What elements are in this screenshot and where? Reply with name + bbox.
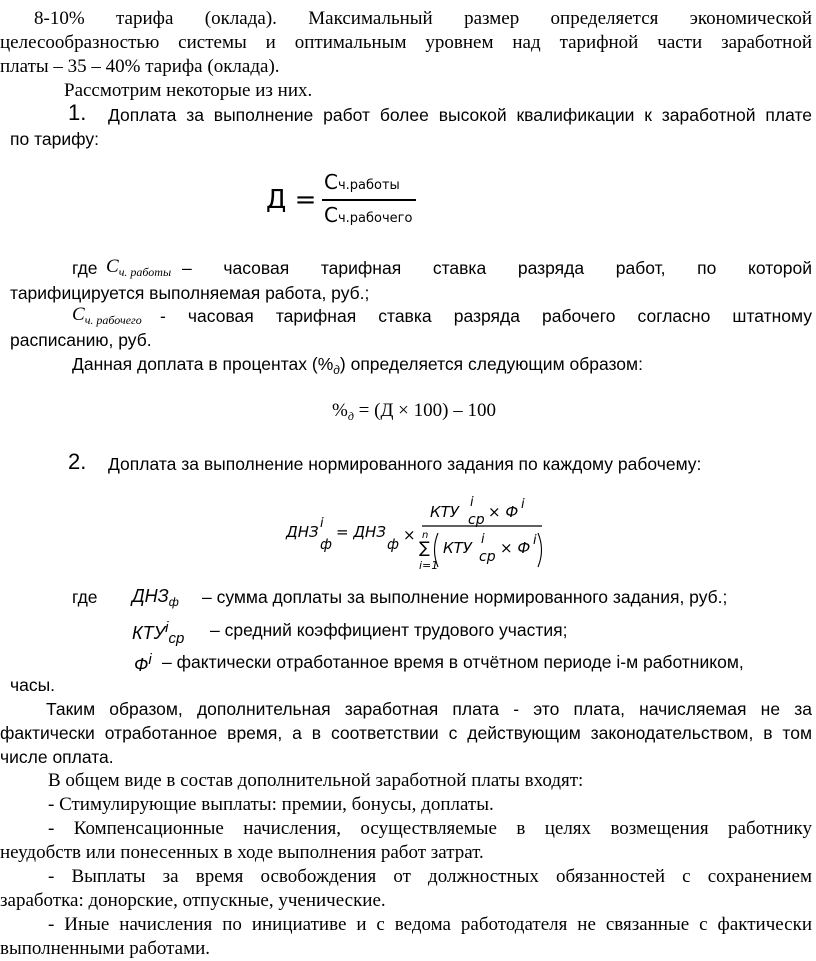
formula-symbol: КТУ [430,503,459,521]
formula-superscript: i [533,533,537,548]
formula-paren-right [538,533,542,567]
symbol-subscript: ч. рабочего [84,313,142,327]
bullet-item: - Выплаты за время освобождения от должностных обязанностей с сохранением [48,866,812,887]
formula-symbol: С [324,203,338,227]
text-line: целесообразностью системы и оптимальным уровнем над тарифной части заработной [0,32,812,53]
text-line: заработка: донорские, отпускные, ученические. [0,890,386,911]
text-line: Рассмотрим некоторые из них. [64,80,313,101]
formula-symbol: С [324,170,338,194]
formula-subscript: ч.рабочего [337,211,413,226]
symbol: ДНЗ [132,586,169,606]
formula-symbol [132,585,179,613]
formula-superscript: i [481,532,485,547]
formula-subscript: ч.работы [337,178,400,193]
formula-superscript: i [521,497,525,512]
text-line: – часовая тарифная ставка разряда работ, по которой [182,258,812,278]
formula-symbol [134,649,152,676]
formula-numerator [324,170,400,194]
bullet-item: - Компенсационные начисления, осуществляемые в целях возмещения работнику [48,818,812,839]
formula-superscript: i [320,516,324,531]
text-span: ) определяется следующим образом: [339,354,643,374]
formula-symbol: × Ф [488,503,519,521]
text-line: тарифицируется выполняемая работа, руб.; [10,283,370,303]
formula-lhs: Д = [266,185,317,215]
formula-symbol: ДНЗ [286,523,319,541]
text-line: фактически отработанное время, а в соответствии с действующим законодательством, в том [0,723,812,743]
text-where: где [72,587,98,607]
formula-subscript: ф [387,537,399,553]
symbol-subscript: ч. работы [118,265,172,279]
formula-rhs: = (Д × 100) – 100 [353,400,496,421]
symbol-subscript: ср [168,630,185,647]
symbol-superscript: i [165,619,169,636]
formula-superscript: i [470,495,474,510]
text-line: – фактически отработанное время в отчётном периоде i-м работником, [162,652,744,672]
text-where: где [72,258,98,278]
formula-operator: × [403,526,416,544]
formula-symbol [132,617,184,650]
formula-symbol: = ДНЗ [336,523,386,541]
list-number: 2. [68,449,87,474]
text-line [72,353,643,381]
fraction-bar [322,199,416,201]
text-line: В общем виде в состав дополнительной заработной платы входят: [48,770,584,791]
text-line: Доплата за выполнение работ более высокой квалификации к заработной плате [108,105,812,125]
text-line: выполненными работами. [0,938,211,959]
list-number: 1. [68,100,87,125]
text-line: – сумма доплаты за выполнение нормированного задания, руб.; [202,587,728,607]
symbol-subscript: ф [168,595,179,609]
formula-sum-sign: ∑ [419,538,430,557]
text-line: расписанию, руб. [10,330,152,350]
formula-percent [332,400,496,427]
text-subscript: д [333,363,340,377]
formula-subscript: ф [320,537,332,553]
symbol: КТУ [132,623,166,643]
bullet-item: - Стимулирующие выплаты: премии, бонусы, доплаты. [48,794,494,815]
text-line: Доплата за выполнение нормированного задания по каждому рабочему: [108,454,702,474]
formula-symbol [106,256,171,283]
text-span: Данная доплата в процентах (% [72,354,334,374]
symbol-superscript: i [148,651,152,668]
text-line: - часовая тарифная ставка разряда рабочего согласно штатному [160,306,812,326]
symbol: С [72,304,85,325]
formula-symbol [72,304,142,331]
text-line: неудобств или понесенных в ходе выполнения работ затрат. [0,842,484,863]
text-line: платы – 35 – 40% тарифа (оклада). [0,56,280,77]
formula-symbol: % [332,400,348,421]
formula-bonus [280,495,550,579]
text-line: 8-10% тарифа (оклада). Максимальный размер определяется экономической [34,8,812,29]
formula-subscript: д [347,409,354,423]
text-line: числе оплата. [0,747,114,767]
text-line: Таким образом, дополнительная заработная плата - это плата, начисляемая не за [46,699,812,719]
formula-subscript: ср [479,549,496,565]
formula-denominator [324,203,412,227]
formula-symbol: × Ф [500,539,531,557]
formula-sum-top: n [422,530,429,541]
formula-symbol: КТУ [443,539,472,557]
formula-subscript: ср [468,512,485,528]
text-line: часы. [10,675,56,695]
text-line: по тарифу: [10,129,99,149]
formula-sum-bottom: i=1 [419,559,439,572]
symbol: С [106,256,119,277]
symbol: Ф [134,655,149,675]
bullet-item: - Иные начисления по инициативе и с ведома работодателя не связанные с фактически [48,914,812,935]
text-line: – средний коэффициент трудового участия; [210,620,568,640]
